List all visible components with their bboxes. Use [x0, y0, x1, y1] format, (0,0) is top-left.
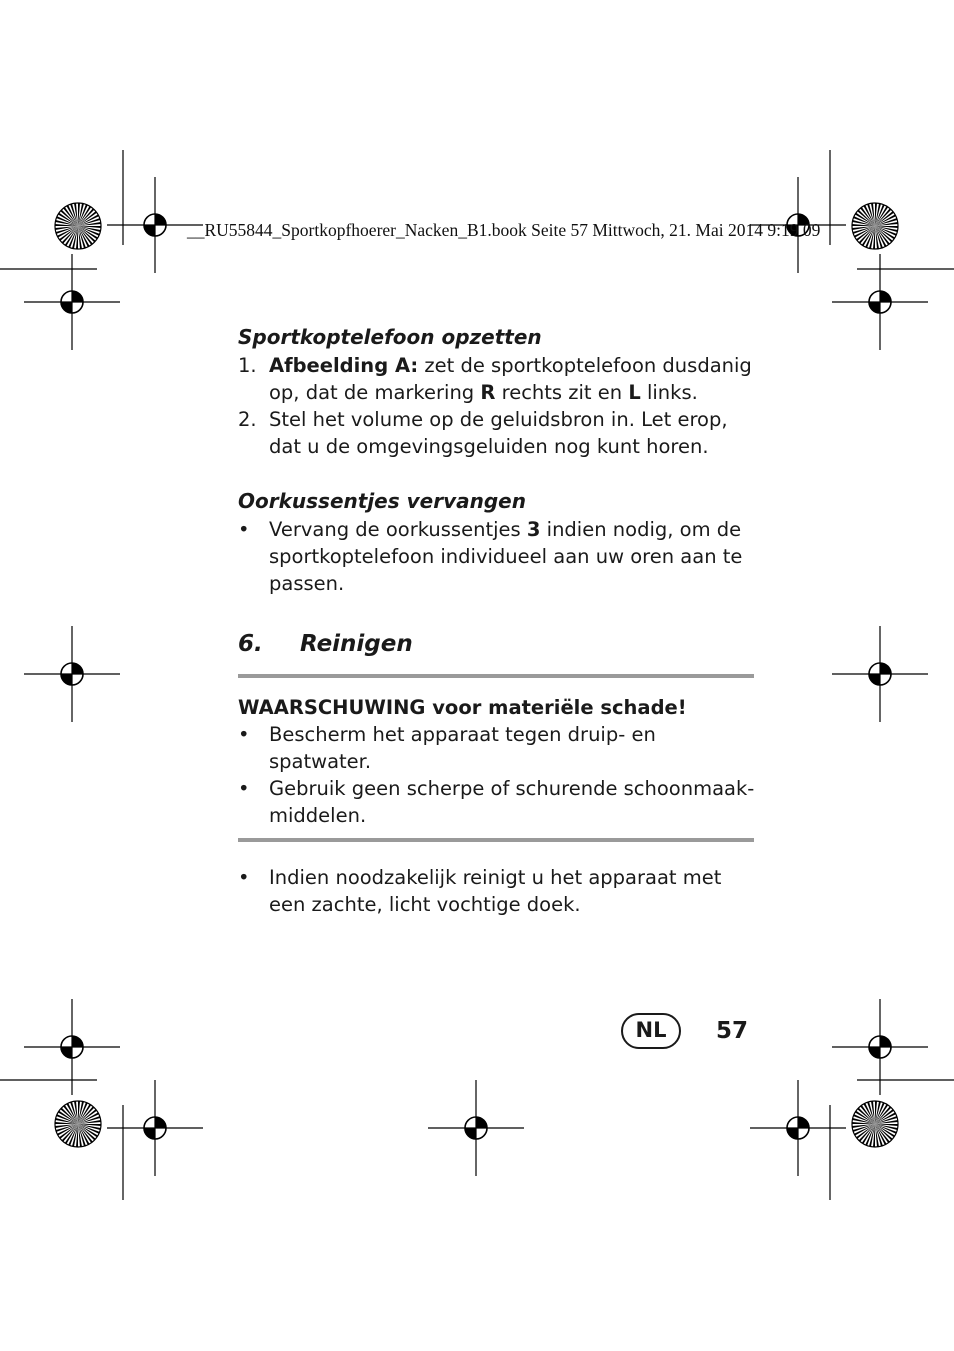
marking-l: L — [628, 381, 641, 404]
list-item — [238, 721, 758, 775]
bullet: • — [238, 723, 250, 746]
starburst-target-icon — [852, 1101, 898, 1147]
page-content — [238, 323, 758, 918]
page-number: 57 — [716, 1018, 749, 1044]
cleaning-list — [238, 864, 758, 918]
steps-list — [238, 352, 758, 460]
figure-reference: Afbeelding A: — [269, 354, 419, 377]
part-number: 3 — [526, 518, 541, 541]
crosshair-mark-icon — [428, 1080, 524, 1176]
bullet: • — [238, 866, 250, 889]
section-heading-ear-cushions: Oorkussentjes vervangen — [238, 489, 526, 513]
starburst-target-icon — [55, 203, 101, 249]
list-item — [238, 864, 758, 918]
item-text: Gebruik geen scherpe of schurende schoonmaak-middelen. — [269, 777, 755, 827]
crosshair-mark-icon — [832, 626, 928, 722]
step-text: zet de sportkoptelefoon dusdanig op, dat de markering — [269, 354, 752, 404]
chapter-title: Reinigen — [300, 631, 413, 657]
ear-cushion-list — [238, 516, 758, 597]
bullet: • — [238, 518, 250, 541]
step-text: rechts zit en — [495, 381, 629, 404]
marking-r: R — [480, 381, 496, 404]
print-job-header: __RU55844_Sportkopfhoerer_Nacken_B1.book Seite 57 Mittwoch, 21. Mai 2014 9:19 09 — [187, 220, 821, 240]
chapter-number: 6. — [238, 631, 263, 657]
step-text: links. — [640, 381, 698, 404]
starburst-target-icon — [55, 1101, 101, 1147]
step-number: 1. — [238, 354, 257, 377]
step-text: Stel het volume op de geluidsbron in. Let erop, dat u de omgevingsgeluiden nog kunt horen. — [269, 408, 728, 458]
warning-title: WAARSCHUWING voor materiële schade! — [238, 696, 687, 719]
list-item — [238, 775, 758, 829]
crosshair-mark-icon — [750, 1080, 846, 1176]
bullet: • — [238, 777, 250, 800]
list-item — [238, 352, 758, 406]
item-text: Bescherm het apparaat tegen druip- en spatwater. — [269, 723, 656, 773]
list-item — [238, 516, 758, 597]
crosshair-mark-icon — [107, 1080, 203, 1176]
item-text: indien nodig, om de sportkoptelefoon individueel aan uw oren aan te passen. — [269, 518, 743, 595]
chapter-heading — [238, 626, 758, 662]
item-text: Vervang de oorkussentjes — [269, 518, 527, 541]
item-text: Indien noodzakelijk reinigt u het apparaat met een zachte, licht vochtige doek. — [269, 866, 722, 916]
section-heading-putting-on: Sportkoptelefoon opzetten — [238, 325, 542, 349]
warning-list — [238, 721, 758, 829]
language-badge: NL — [621, 1013, 681, 1049]
crosshair-mark-icon — [24, 626, 120, 722]
list-item — [238, 406, 758, 460]
step-number: 2. — [238, 408, 257, 431]
